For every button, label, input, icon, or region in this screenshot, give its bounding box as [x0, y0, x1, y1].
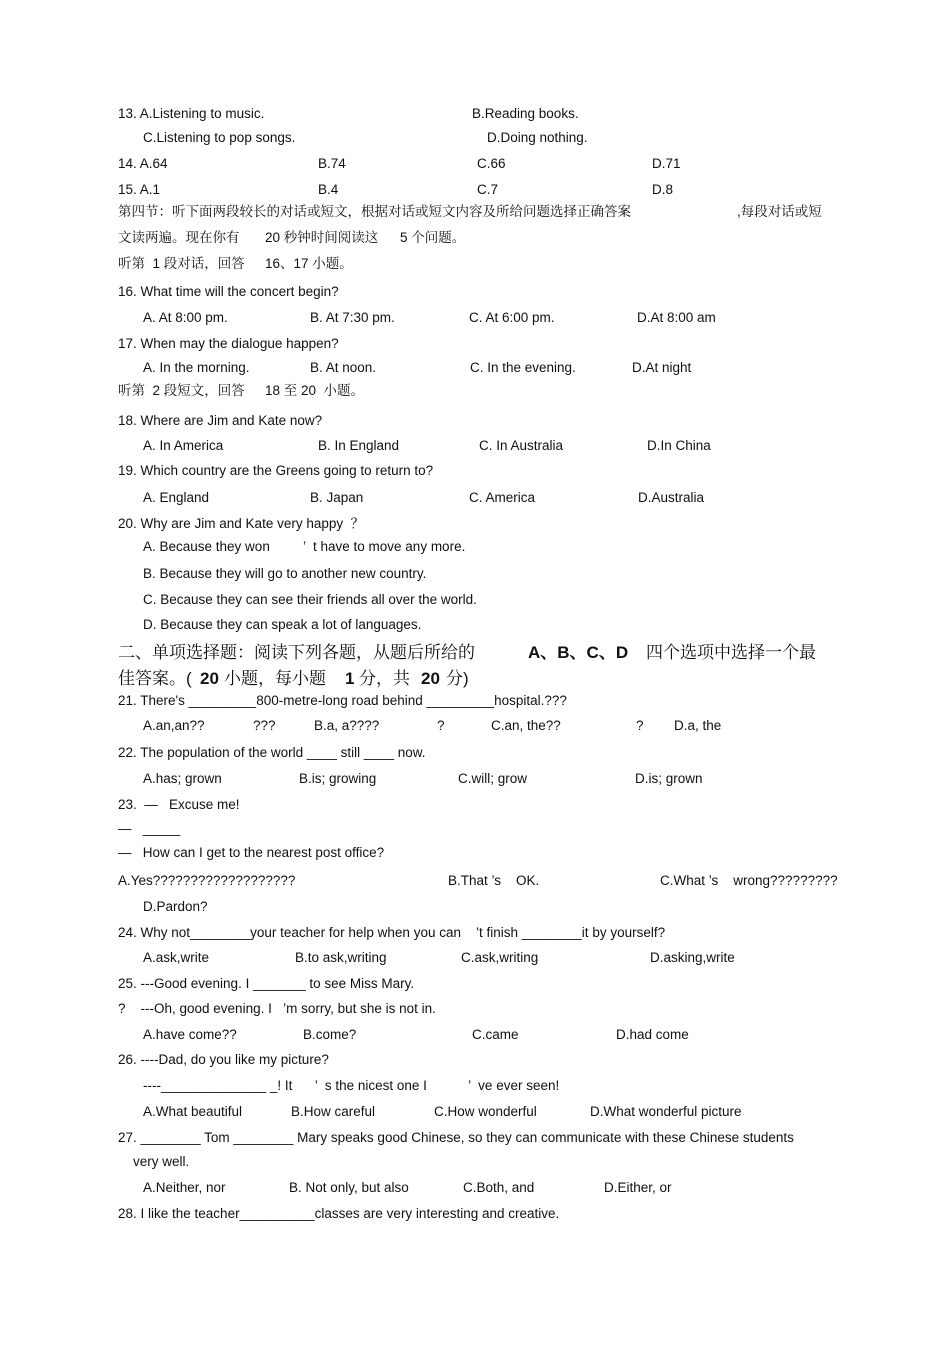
- text-line-segment: D. Because they can speak a lot of languages.: [143, 617, 422, 632]
- text-line-segment: C.Listening to pop songs.: [143, 130, 296, 145]
- text-line-segment: D.Australia: [638, 490, 705, 505]
- text-line-segment: 22. The population of the world ____ still ____ now.: [118, 745, 426, 760]
- section-two-options-label: A、B、C、D: [528, 643, 629, 662]
- text-line-segment: B. Japan: [310, 490, 364, 505]
- text-line-segment: very well.: [133, 1154, 190, 1169]
- text-line-segment: A.ask,write: [143, 950, 210, 965]
- text-line-segment: 20. Why are Jim and Kate very happy ？: [118, 516, 365, 531]
- text-line-segment: B. Not only, but also: [289, 1180, 409, 1195]
- text-line-segment: — _____: [118, 821, 181, 836]
- text-line-segment: C.ask,writing: [461, 950, 539, 965]
- text-line-segment: D.At 8:00 am: [637, 310, 716, 325]
- text-line-segment: 5 个问题。: [400, 230, 466, 245]
- text-line-segment: B.to ask,writing: [295, 950, 387, 965]
- section-two-title-part: 四个选项中选择一个最: [646, 643, 816, 662]
- text-line-segment: A. In America: [143, 438, 224, 453]
- text-line-segment: 23. — Excuse me!: [118, 797, 240, 812]
- section-two-count: 20: [200, 669, 219, 688]
- text-line-segment: 文读两遍。现在你有: [118, 230, 240, 245]
- text-line-segment: D.is; grown: [635, 771, 703, 786]
- section-two-total: 20: [421, 669, 440, 688]
- text-line-segment: B. At noon.: [310, 360, 377, 375]
- text-line-segment: 16、17 小题。: [265, 256, 353, 271]
- text-line-segment: A. At 8:00 pm.: [143, 310, 228, 325]
- text-line-segment: 28. I like the teacher__________classes are very interesting and creative.: [118, 1206, 560, 1221]
- section-two-title-part: 分): [446, 669, 469, 688]
- text-line-segment: B.a, a????: [314, 718, 380, 733]
- text-line-segment: 19. Which country are the Greens going to return to?: [118, 463, 434, 478]
- text-line-segment: 27. ________ Tom ________ Mary speaks good Chinese, so they can communicate with these Chinese students: [118, 1130, 794, 1145]
- text-line-segment: A.an,an??: [143, 718, 205, 733]
- text-line-segment: D.What wonderful picture: [590, 1104, 742, 1119]
- text-line-segment: C. In Australia: [479, 438, 564, 453]
- text-line-segment: A. Because they won: [143, 539, 270, 554]
- text-line-segment: 听第 1 段对话，回答: [118, 256, 245, 271]
- section-two-title-part: 佳答案。(: [118, 669, 192, 688]
- text-line-segment: A.have come??: [143, 1027, 237, 1042]
- text-line-segment: D.In China: [647, 438, 711, 453]
- text-line-segment: D.a, the: [674, 718, 722, 733]
- text-line-segment: C.66: [477, 156, 506, 171]
- text-line-segment: A.has; grown: [143, 771, 222, 786]
- text-line-segment: 18 至 20 小题。: [265, 383, 365, 398]
- text-line-segment: B.That ’s OK.: [448, 873, 540, 888]
- text-line-segment: B.How careful: [291, 1104, 376, 1119]
- text-line-segment: C.Both, and: [463, 1180, 535, 1195]
- text-line-segment: ???: [253, 718, 276, 733]
- text-line-segment: C. In the evening.: [470, 360, 576, 375]
- section-two-points: 1: [345, 669, 355, 688]
- text-line-segment: 16. What time will the concert begin?: [118, 284, 339, 299]
- text-line-segment: B. At 7:30 pm.: [310, 310, 395, 325]
- text-line-segment: 26. ----Dad, do you like my picture?: [118, 1052, 329, 1067]
- text-line-segment: 13. A.Listening to music.: [118, 106, 265, 121]
- text-line-segment: D.asking,write: [650, 950, 735, 965]
- text-line-segment: C.will; grow: [458, 771, 528, 786]
- text-line-segment: ? ---Oh, good evening. I ’m sorry, but she is not in.: [118, 1001, 436, 1016]
- text-line-segment: B.is; growing: [299, 771, 377, 786]
- text-line-segment: 第四节：听下面两段较长的对话或短文，根据对话或短文内容及所给问题选择正确答案: [118, 204, 631, 219]
- text-line-segment: ----______________ _! It ’ s the nicest one I ’ ve ever seen!: [143, 1078, 560, 1093]
- text-line-segment: — How can I get to the nearest post office?: [118, 845, 385, 860]
- text-line-segment: 听第 2 段短文，回答: [118, 383, 245, 398]
- text-line-segment: 15. A.1: [118, 182, 161, 197]
- text-line-segment: C.How wonderful: [434, 1104, 537, 1119]
- text-line-segment: ?: [636, 718, 644, 733]
- text-line-segment: C. America: [469, 490, 536, 505]
- text-line-segment: A. In the morning.: [143, 360, 250, 375]
- text-line-segment: 24. Why not________your teacher for help when you can ’t finish ________it by yourself?: [118, 925, 666, 940]
- section-two-title-part: 小题，每小题: [224, 669, 326, 688]
- text-line-segment: ?: [437, 718, 445, 733]
- text-line-segment: B.Reading books.: [472, 106, 579, 121]
- text-line-segment: B.come?: [303, 1027, 357, 1042]
- text-line-segment: B. Because they will go to another new country.: [143, 566, 427, 581]
- text-line-segment: C.What ’s wrong?????????: [660, 873, 838, 888]
- text-line-segment: D.At night: [632, 360, 692, 375]
- text-line-segment: D.Either, or: [604, 1180, 672, 1195]
- text-line-segment: 17. When may the dialogue happen?: [118, 336, 339, 351]
- text-line-segment: C.came: [472, 1027, 519, 1042]
- text-line-segment: D.Pardon?: [143, 899, 208, 914]
- section-two-title-part: 分，共: [359, 669, 410, 688]
- text-line-segment: 20 秒钟时间阅读这: [265, 230, 379, 245]
- text-line-segment: A.Yes???????????????????: [118, 873, 296, 888]
- text-line-segment: D.had come: [616, 1027, 689, 1042]
- text-line-segment: A.Neither, nor: [143, 1180, 226, 1195]
- text-line-segment: B.74: [318, 156, 346, 171]
- text-line-segment: C. Because they can see their friends all over the world.: [143, 592, 477, 607]
- text-line-segment: D.8: [652, 182, 674, 197]
- text-line-segment: A.What beautiful: [143, 1104, 243, 1119]
- text-line-segment: C.7: [477, 182, 499, 197]
- text-line-segment: 25. ---Good evening. I _______ to see Miss Mary.: [118, 976, 415, 991]
- text-line-segment: C. At 6:00 pm.: [469, 310, 555, 325]
- text-line-segment: 18. Where are Jim and Kate now?: [118, 413, 323, 428]
- text-line-segment: C.an, the??: [491, 718, 561, 733]
- section-two-title-part: 二、单项选择题：阅读下列各题，从题后所给的: [118, 643, 475, 662]
- text-line-segment: A. England: [143, 490, 210, 505]
- text-line-segment: ,每段对话或短: [737, 204, 822, 219]
- text-line-segment: B.4: [318, 182, 339, 197]
- text-line-segment: D.71: [652, 156, 681, 171]
- text-line-segment: D.Doing nothing.: [487, 130, 588, 145]
- text-line-segment: B. In England: [318, 438, 400, 453]
- text-line-segment: 21. There's _________800-metre-long road behind _________hospital.???: [118, 693, 567, 708]
- text-line-segment: 14. A.64: [118, 156, 168, 171]
- text-line-segment: ’ t have to move any more.: [303, 539, 466, 554]
